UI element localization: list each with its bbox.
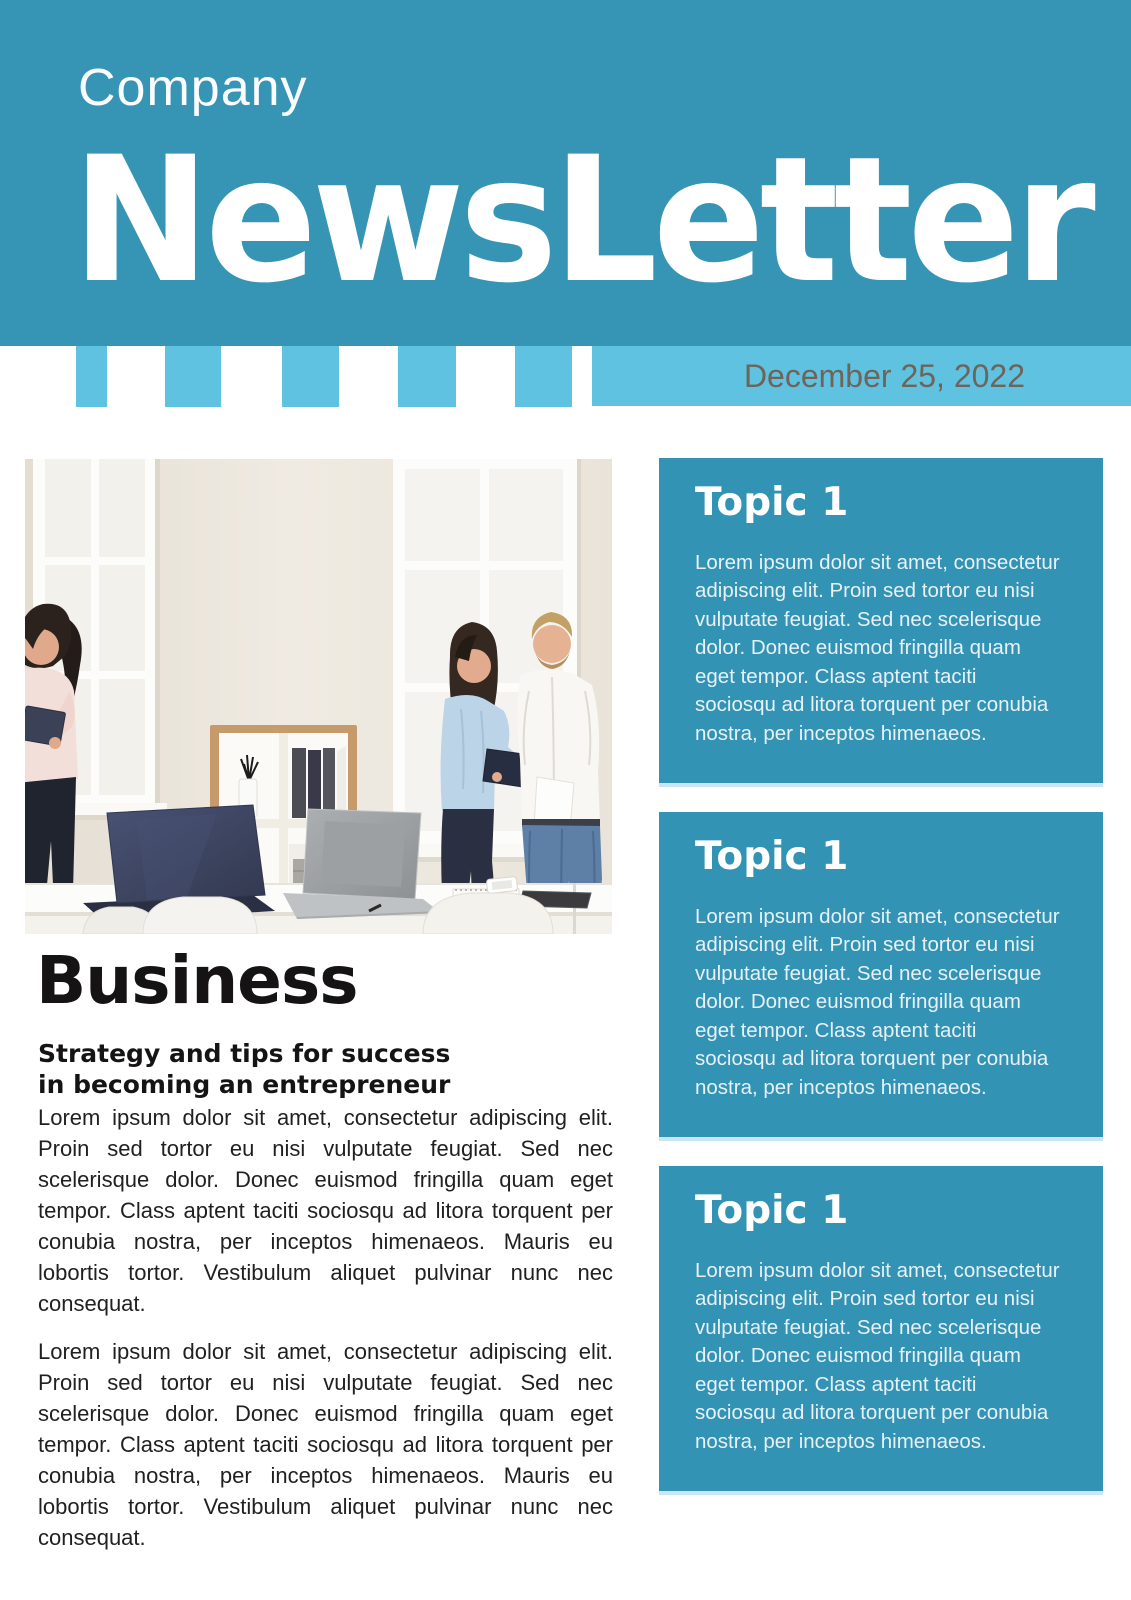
issue-date: December 25, 2022 xyxy=(743,358,1025,394)
stripe-bar xyxy=(398,346,456,407)
topic-heading: Topic 1 xyxy=(695,1188,849,1233)
stripe-bar xyxy=(76,346,107,407)
laptop-silver xyxy=(283,809,441,919)
article-paragraph: Lorem ipsum dolor sit amet, consectetur adipiscing elit. Proin sed tortor eu nisi vulputate feugiat. Sed nec scelerisque dolor. Donec euismod fringilla quam eget tempor. Class aptent taciti sociosqu ad litora torquent per conubia nostra, per inceptos himenaeos. Mauris eu lobortis tortor. Vestibulum aliquet pulvinar nunc nec consequat. xyxy=(38,1339,613,1550)
article-title: Business xyxy=(36,942,358,1019)
binders xyxy=(292,746,346,818)
newsletter-title: NewsLetter xyxy=(72,119,1091,321)
article-subtitle-line2: in becoming an entrepreneur xyxy=(38,1070,451,1099)
masthead xyxy=(0,0,1131,346)
topic-card-2 xyxy=(659,812,1103,1137)
topic-card-1 xyxy=(659,458,1103,783)
stripe-bar xyxy=(515,346,572,407)
office-photo-illustration xyxy=(25,459,612,934)
article-body xyxy=(38,1102,613,1570)
company-pretitle: Company xyxy=(78,59,308,117)
topic-heading: Topic 1 xyxy=(695,834,849,879)
topic-heading: Topic 1 xyxy=(695,480,849,525)
article-paragraph: Lorem ipsum dolor sit amet, consectetur adipiscing elit. Proin sed tortor eu nisi vulputate feugiat. Sed nec scelerisque dolor. Donec euismod fringilla quam eget tempor. Class aptent taciti sociosqu ad litora torquent per conubia nostra, per inceptos himenaeos. Mauris eu lobortis tortor. Vestibulum aliquet pulvinar nunc nec consequat. xyxy=(38,1105,613,1316)
topic-body: Lorem ipsum dolor sit amet, consectetur adipiscing elit. Proin sed tortor eu nisi vulputate feugiat. Sed nec scelerisque dolor. Donec euismod fringilla quam eget tempor. Class aptent taciti sociosqu ad litora torquent per conubia nostra, per inceptos himenaeos. xyxy=(695,1258,1060,1453)
smartphone xyxy=(486,876,517,893)
office-photo xyxy=(25,459,612,934)
article-subtitle xyxy=(38,1038,450,1100)
topic-card-3 xyxy=(659,1166,1103,1491)
topic-body: Lorem ipsum dolor sit amet, consectetur adipiscing elit. Proin sed tortor eu nisi vulputate feugiat. Sed nec scelerisque dolor. Donec euismod fringilla quam eget tempor. Class aptent taciti sociosqu ad litora torquent per conubia nostra, per inceptos himenaeos. xyxy=(695,904,1060,1099)
stripe-bar xyxy=(282,346,339,407)
date-band xyxy=(592,346,1131,406)
topic-body: Lorem ipsum dolor sit amet, consectetur adipiscing elit. Proin sed tortor eu nisi vulputate feugiat. Sed nec scelerisque dolor. Donec euismod fringilla quam eget tempor. Class aptent taciti sociosqu ad litora torquent per conubia nostra, per inceptos himenaeos. xyxy=(695,550,1060,745)
person-left-woman xyxy=(25,604,82,929)
article-subtitle-line1: Strategy and tips for success xyxy=(38,1039,451,1068)
stripe-bar xyxy=(165,346,221,407)
